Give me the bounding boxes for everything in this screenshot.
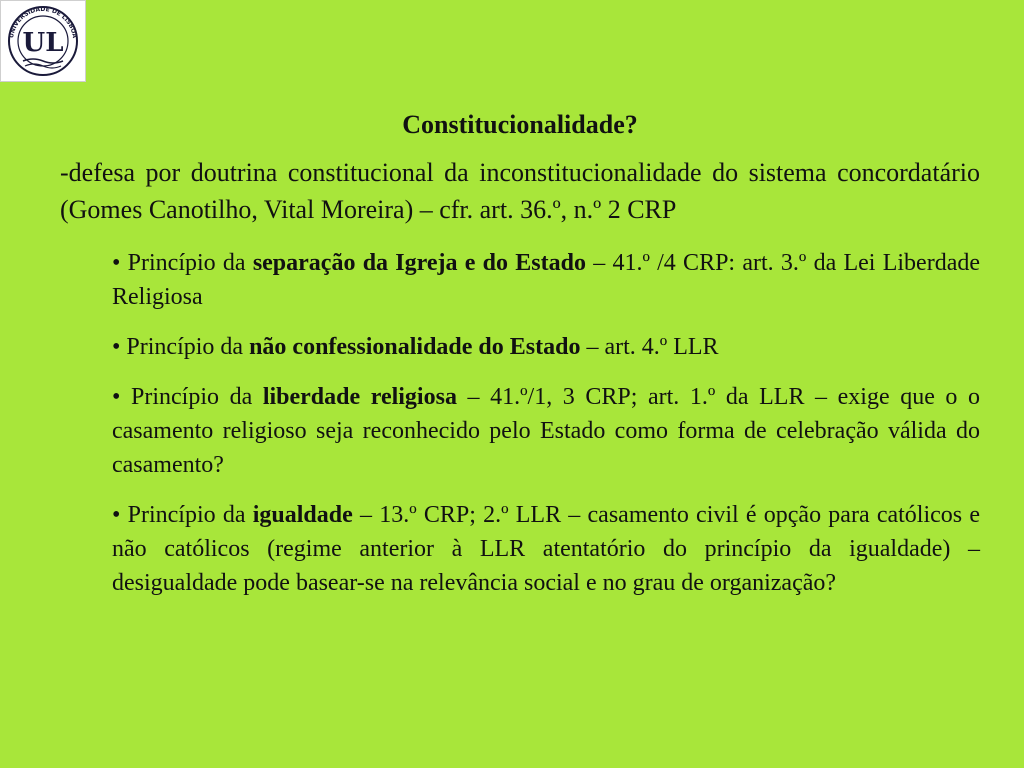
slide-title: Constitucionalidade? [402, 110, 638, 139]
university-seal-icon [1, 1, 85, 81]
slide-content [60, 108, 980, 616]
bullet-list [60, 246, 980, 600]
bullet-prefix: Princípio da [120, 250, 253, 276]
bullet-marker: • [112, 502, 121, 528]
bullet-bold-term: separação da Igreja e do Estado [252, 250, 586, 276]
bullet-suffix: – 13.º CRP; 2.º LLR – casamento civil é opção para católicos e não católicos (regime anterior à LLR atentatório do princípio da igualdade) – desigualdade pode basear-se na relevância social e no grau de organização? [112, 502, 980, 596]
bullet-prefix: Princípio da [120, 334, 250, 360]
bullet-prefix: Princípio da [120, 502, 253, 528]
bullet-bold-term: liberdade religiosa [262, 384, 457, 410]
bullet-bold-term: não confessionalidade do Estado [249, 334, 581, 360]
university-seal-logo [0, 0, 86, 82]
bullet-marker: • [112, 334, 121, 360]
seal-monogram: UL [22, 28, 64, 58]
bullet-non-confessional [112, 330, 980, 364]
bullet-prefix: Princípio da [120, 384, 263, 410]
bullet-marker: • [112, 384, 121, 410]
intro-paragraph: -defesa por doutrina constitucional da inconstitucionalidade do sistema concordatário (Gomes Canotilho, Vital Moreira) – cfr. art. 36.º, n.º 2 CRP [60, 158, 980, 224]
bullet-marker: • [112, 250, 121, 276]
bullet-religious-freedom [112, 380, 980, 482]
bullet-suffix: – 41.º/1, 3 CRP; art. 1.º da LLR – exige que o o casamento religioso seja reconhecido pelo Estado como forma de celebração válida do casamento? [112, 384, 981, 478]
bullet-suffix: – art. 4.º LLR [580, 334, 719, 360]
seal-text: UNIVERSIDADE DE LISBOA [8, 5, 78, 39]
bullet-bold-term: igualdade [252, 502, 353, 528]
bullet-separation [112, 246, 980, 314]
bullet-equality [112, 498, 980, 600]
bullet-suffix: – 41.º /4 CRP: art. 3.º da Lei Liberdade Religiosa [112, 250, 980, 310]
